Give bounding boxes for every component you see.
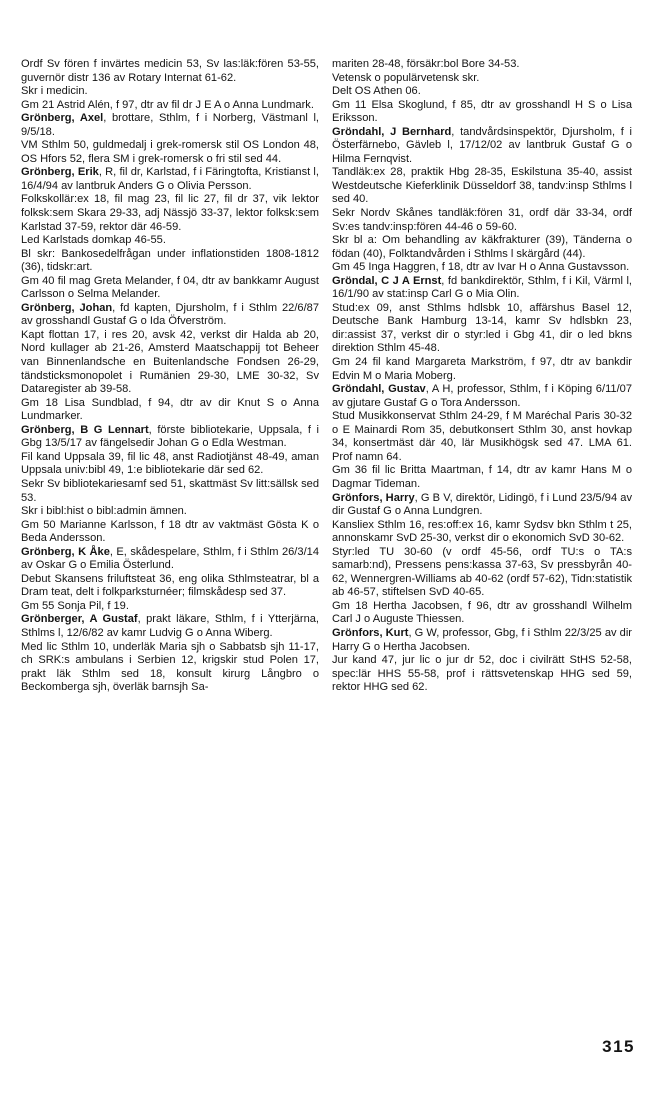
entry-text: Sekr Nordv Skånes tandläk:fören 31, ordf där 33-34, ordf Sv:es tandv:insp:fören 44-46 o 59-60. [332, 207, 632, 233]
entry-headword: Grönberg, K Åke [21, 545, 110, 558]
entry-text: Med lic Sthlm 10, underläk Maria sjh o Sabbatsb sjh 11-17, ch SRK:s ambulans i Serbien 12, krigskir stud Polen 17, prakt läk Sthlm sed 18, konsult kirurg Långbro o Beckomberga sjh, överläk barnsjh Sa- [21, 640, 319, 694]
biography-entry [21, 166, 319, 301]
entry-paragraph: Grönberg, Axel, brottare, Sthlm, f i Norberg, Västmanl l, 9/5/18. [21, 112, 320, 138]
entry-paragraph [332, 410, 632, 464]
entry-text: fd kapten, Djursholm, f i Sthlm 22/6/87 av grosshandl Gustaf G o Ida Öfverström. [21, 301, 319, 328]
entry-text: Stud Musikkonservat Sthlm 24-29, f M Maréchal Paris 30-32 o E Mainardi Rom 35, debutkonsert Sthlm 30, anst hovkap 34, konsertmäst där 40, lär Musikhögsk sed 47. LMA 61. Prof namn 64. [332, 410, 632, 463]
entry-paragraph [332, 654, 632, 695]
entry-paragraph [21, 99, 319, 113]
entry-text: Tandläk:ex 28, praktik Hbg 28-35, Eskilstuna 35-40, assist Westdeutsche Kieferklinik Düsseldorf 38, tandv:insp Sthlms l sed 40. [332, 166, 632, 206]
entry-text: tandvårdsinspektör, Djursholm, f i Österfärnebo, Gävleb l, 17/12/02 av lantbruk Gustaf G o Hilma Fernqvist. [332, 125, 632, 165]
entry-text: Gm 24 fil kand Margareta Markström, f 97, dtr av bankdir Edvin M o Maria Moberg. [332, 356, 632, 382]
entry-paragraph [21, 573, 319, 600]
biography-entry [332, 492, 632, 627]
entry-text: fd bankdirektör, Sthlm, f i Kil, Värml l, 16/1/90 av stat:insp Carl G o Mia Olin. [332, 274, 632, 301]
biography-entry [21, 302, 319, 424]
page-number: 315 [602, 1037, 635, 1056]
entry-paragraph [21, 275, 319, 302]
entry-text: Delt OS Athen 06. [332, 85, 421, 98]
entry-paragraph [332, 85, 632, 99]
entry-text: Gm 36 fil lic Britta Maartman, f 14, dtr av kamr Hans M o Dagmar Tideman. [332, 464, 632, 490]
entry-paragraph [21, 641, 319, 695]
entry-paragraph [21, 451, 319, 478]
entry-paragraph [332, 356, 632, 383]
entry-text: G B V, direktör, Lidingö, f i Lund 23/5/94 av dir Gustaf G o Anna Lundgren. [332, 491, 632, 518]
biography-entry-continued [21, 58, 319, 112]
entry-paragraph: Grönberg, Johan, fd kapten, Djursholm, f i Sthlm 22/6/87 av grosshandl Gustaf G o Ida Öfverström. [21, 301, 319, 328]
entry-headword: Grönberg, Erik [21, 166, 99, 179]
entry-paragraph: Gröndal, C J A Ernst, fd bankdirektör, Sthlm, f i Kil, Värml l, 16/1/90 av stat:insp Carl G o Mia Olin. [332, 274, 632, 301]
entry-paragraph [332, 302, 632, 356]
entry-paragraph [332, 234, 632, 261]
entry-headword: Gröndahl, J Bernhard [332, 125, 452, 138]
entry-text: Skr i bibl:hist o bibl:admin ämnen. [21, 505, 187, 518]
entry-headword: Gröndal, C J A Ernst [332, 274, 442, 287]
entry-text: Fil kand Uppsala 39, fil lic 48, anst Radiotjänst 48-49, aman Uppsala univ:bibl 49, 1:e bibliotekarie där sed 62. [21, 450, 319, 477]
biography-entry [332, 627, 632, 695]
entry-paragraph: Gröndahl, Gustav, A H, professor, Sthlm, f i Köping 6/11/07 av gjutare Gustaf G o Tora Andersson. [332, 383, 633, 409]
biography-entry [21, 613, 319, 694]
entry-text: Stud:ex 09, anst Sthlms hdlsbk 10, affärshus Basel 12, Deutsche Bank Hamburg 13-14, kamr Sv hdlsbkn 23, dir:assist 37, verkst dir o styr:led i Gbg 41, dir o led bkns direktion Sthlm 45-48. [332, 301, 632, 355]
entry-headword: Gröndahl, Gustav [332, 383, 426, 396]
entry-paragraph: Grönfors, Kurt, G W, professor, Gbg, f i Sthlm 22/3/25 av dir Harry G o Hertha Jacobsen. [332, 626, 633, 653]
entry-text: Bl skr: Bankosedelfrågan under inflationstiden 1808-1812 (36), tidskr:art. [21, 247, 319, 274]
entry-text: förste bibliotekarie, Uppsala, f i Gbg 13/5/17 av fängelsedir Johan G o Edla Westman. [21, 423, 319, 450]
entry-paragraph [332, 58, 632, 72]
entry-paragraph [21, 139, 319, 166]
entry-paragraph: Grönberg, Erik, R, fil dr, Karlstad, f i Färingtofta, Kristianst l, 16/4/94 av lantbruk Anders G o Olivia Persson. [21, 166, 319, 192]
entry-text: Gm 18 Hertha Jacobsen, f 96, dtr av grosshandl Wilhelm Carl J o Auguste Thiessen. [332, 599, 632, 626]
entry-text: Skr i medicin. [21, 85, 88, 98]
entry-paragraph [21, 193, 319, 234]
entry-text: VM Sthlm 50, guldmedalj i grek-romersk stil OS London 48, OS Hfors 52, flera SM i grek-romersk o fri stil sed 44. [21, 139, 319, 165]
entry-paragraph: Grönberg, K Åke, E, skådespelare, Sthlm, f i Sthlm 26/3/14 av Oskar G o Emilia Österlund. [21, 545, 319, 572]
entry-text: E, skådespelare, Sthlm, f i Sthlm 26/3/14 av Oskar G o Emilia Österlund. [21, 545, 319, 572]
entry-paragraph: Grönberger, A Gustaf, prakt läkare, Sthlm, f i Ytterjärna, Sthlms l, 12/6/82 av kamr Ludvig G o Anna Wiberg. [21, 613, 319, 639]
entry-text: mariten 28-48, försäkr:bol Bore 34-53. [332, 58, 520, 70]
entry-headword: Grönfors, Harry [332, 491, 415, 504]
biography-entry-continued [332, 58, 632, 126]
entry-paragraph [332, 519, 632, 546]
entry-text: Gm 21 Astrid Alén, f 97, dtr av fil dr J E A o Anna Lundmark. [21, 98, 314, 111]
entry-paragraph [21, 600, 319, 614]
biography-entry [332, 126, 632, 275]
left-column [21, 58, 319, 695]
entry-headword: Grönberger, A Gustaf [21, 613, 138, 626]
biography-entry [332, 275, 632, 383]
entry-paragraph [332, 546, 632, 600]
entry-paragraph [21, 234, 319, 248]
entry-paragraph: Grönberg, B G Lennart, förste bibliotekarie, Uppsala, f i Gbg 13/5/17 av fängelsedir Johan G o Edla Westman. [21, 423, 319, 450]
entry-text: Skr bl a: Om behandling av käkfrakturer (39), Tänderna o födan (40), Folktandvården i Sthlms l skärgård (44). [332, 234, 632, 260]
entry-text: brottare, Sthlm, f i Norberg, Västmanl l, 9/5/18. [21, 112, 320, 138]
entry-headword: Grönberg, B G Lennart [21, 423, 149, 436]
entry-text: Led Karlstads domkap 46-55. [21, 234, 166, 247]
entry-paragraph [21, 58, 319, 85]
right-column [332, 58, 632, 695]
entry-text: Kapt flottan 17, i res 20, avsk 42, verkst dir Halda ab 20, Nord kullager ab 21-26, Amsterd Maatschappij tot Beheer van Binnenlandsche en Buitenlandsche Fondsen 26-29, tändsticksmonopolet i Rumänien 29-30, LME 30-32, Sv Dataregister ab 39-58. [21, 328, 319, 396]
entry-text: Styr:led TU 30-60 (v ordf 45-56, ordf TU:s o TA:s samarb:nd), Pressens pens:kassa 37-63, Sv pressbyrån 40-62, Wennergren-Williams ab 40-62 (ordf 57-62), Tidn:statistik ab 46-57, stiftelsen SvD 40-65. [332, 545, 632, 599]
entry-text: Ordf Sv fören f invärtes medicin 53, Sv las:läk:fören 53-55, guvernör distr 136 av Rotary Internat 61-62. [21, 58, 319, 84]
entry-paragraph: Gröndahl, J Bernhard, tandvårdsinspektör, Djursholm, f i Österfärnebo, Gävleb l, 17/12/02 av lantbruk Gustaf G o Hilma Fernqvist. [332, 125, 632, 165]
entry-paragraph [21, 519, 319, 546]
entry-text: prakt läkare, Sthlm, f i Ytterjärna, Sthlms l, 12/6/82 av kamr Ludvig G o Anna Wiberg. [21, 613, 319, 639]
entry-paragraph [332, 207, 632, 234]
entry-text: Gm 55 Sonja Pil, f 19. [21, 599, 129, 612]
biography-entry [332, 383, 632, 491]
entry-text: Sekr Sv bibliotekariesamf sed 51, skattmäst Sv litt:sällsk sed 53. [21, 477, 319, 504]
entry-paragraph [332, 72, 632, 86]
entry-paragraph [21, 397, 319, 424]
entry-paragraph [332, 99, 632, 126]
entry-paragraph [332, 166, 632, 207]
entry-text: G W, professor, Gbg, f i Sthlm 22/3/25 av dir Harry G o Hertha Jacobsen. [332, 626, 633, 653]
entry-text: Folkskollär:ex 18, fil mag 23, fil lic 27, fil dr 37, vik lektor folksk:sem Skara 29-33, adj Nässjö 33-37, lektor folksk:sem Karlstad 37-59, rektor där 46-59. [21, 193, 319, 233]
entry-text: Jur kand 47, jur lic o jur dr 52, doc i civilrätt StHS 52-58, spec:lär HHS 55-58, prof i rättsvetenskap HHG sed 59, rektor HHG sed 62. [332, 654, 632, 694]
entry-headword: Grönberg, Axel [21, 112, 104, 125]
entry-text: Gm 40 fil mag Greta Melander, f 04, dtr av bankkamr August Carlsson o Selma Melander. [21, 274, 319, 301]
entry-paragraph [21, 478, 319, 505]
entry-paragraph [332, 261, 632, 275]
entry-text: Vetensk o populärvetensk skr. [332, 71, 480, 84]
entry-paragraph [332, 600, 632, 627]
entry-paragraph [21, 85, 319, 99]
entry-text: A H, professor, Sthlm, f i Köping 6/11/07 av gjutare Gustaf G o Tora Andersson. [332, 383, 633, 409]
entry-text: Gm 11 Elsa Skoglund, f 85, dtr av grosshandl H S o Lisa Eriksson. [332, 98, 632, 125]
entry-headword: Grönfors, Kurt [332, 626, 409, 639]
entry-text: Kansliex Sthlm 16, res:off:ex 16, kamr Sydsv bkn Sthlm t 25, annonskamr SvD 25-30, verkst dir o ekonomich SvD 30-62. [332, 518, 632, 545]
entry-paragraph [21, 505, 319, 519]
entry-paragraph [21, 329, 319, 397]
entry-paragraph [332, 464, 632, 491]
entry-paragraph: Grönfors, Harry, G B V, direktör, Lidingö, f i Lund 23/5/94 av dir Gustaf G o Anna Lundgren. [332, 491, 632, 518]
entry-headword: Grönberg, Johan [21, 301, 113, 314]
entry-text: R, fil dr, Karlstad, f i Färingtofta, Kristianst l, 16/4/94 av lantbruk Anders G o Olivia Persson. [21, 166, 319, 192]
entry-text: Debut Skansens friluftsteat 36, eng olika Sthlmsteatrar, bl a Dram teat, delt i folkparksturnéer; filmskådesp sed 37. [21, 572, 319, 599]
entry-text: Gm 50 Marianne Karlsson, f 18 dtr av vaktmäst Gösta K o Beda Andersson. [21, 518, 319, 545]
biography-entry [21, 112, 319, 166]
entry-text: Gm 18 Lisa Sundblad, f 94, dtr av dir Knut S o Anna Lundmarker. [21, 396, 319, 423]
entry-paragraph [21, 248, 319, 275]
biography-entry [21, 546, 319, 614]
entry-text: Gm 45 Inga Haggren, f 18, dtr av Ivar H o Anna Gustavsson. [332, 261, 630, 274]
biography-entry [21, 424, 319, 546]
